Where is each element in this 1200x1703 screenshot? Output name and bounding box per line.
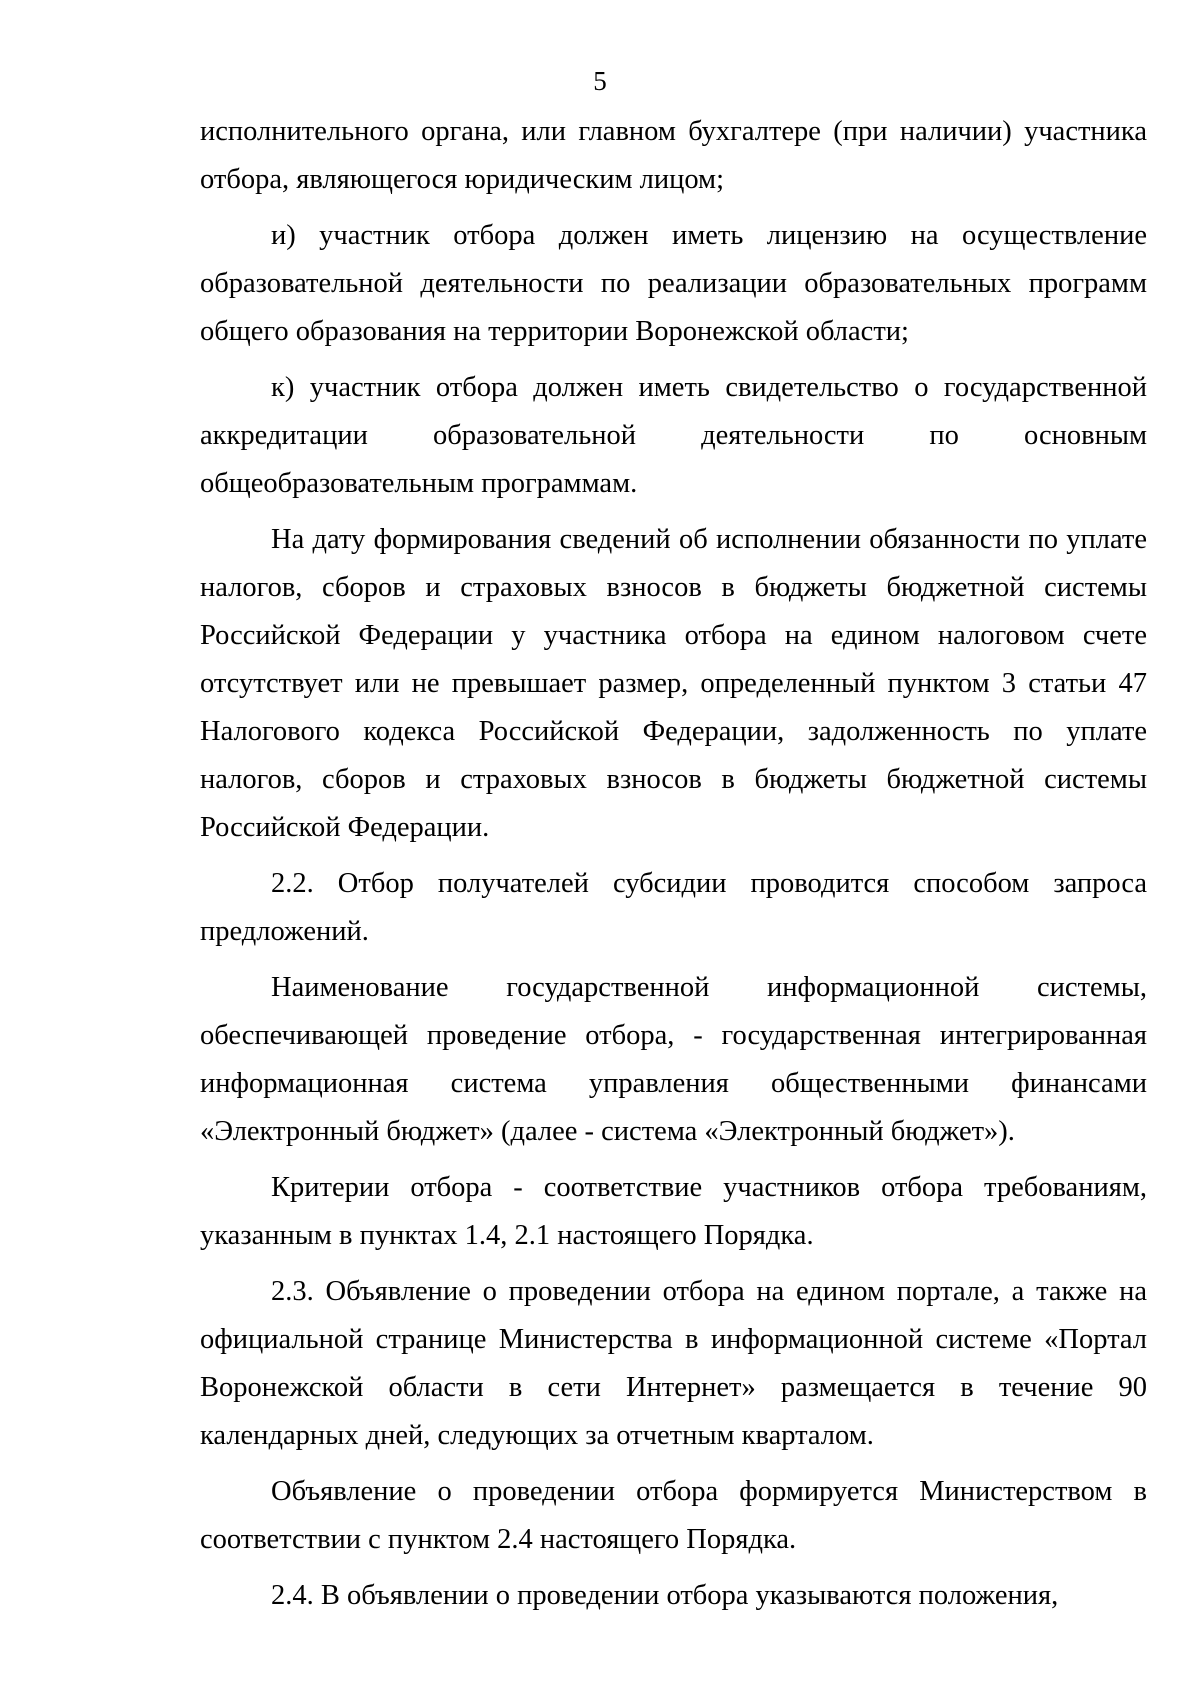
paragraph-section-2-4: 2.4. В объявлении о проведении отбора указываются положения,	[271, 1580, 1059, 1611]
page-number: 5	[593, 66, 607, 96]
paragraph-executive-body-continuation: исполнительного органа, или главном бухгалтере (при наличии) участника отбора, являющегося юридическим лицом;	[200, 116, 1147, 195]
paragraph-item-i-license: и) участник отбора должен иметь лицензию на осуществление образовательной деятельности по реализации образовательных программ общего образования на территории Воронежской области;	[200, 220, 1147, 347]
paragraph-announcement-formed: Объявление о проведении отбора формируется Министерством в соответствии с пунктом 2.4 настоящего Порядка.	[200, 1476, 1147, 1555]
paragraph-information-system: Наименование государственной информационной системы, обеспечивающей проведение отбора, - государственная интегрированная информационная система управления общественными финансами «Электронный бюджет» (далее - система «Электронный бюджет»).	[200, 972, 1147, 1147]
paragraph-section-2-3: 2.3. Объявление о проведении отбора на едином портале, а также на официальной странице Министерства в информационной системе «Портал Воронежской области в сети Интернет» размещается в течение 90 календарных дней, следующих за отчетным кварталом.	[200, 1276, 1147, 1451]
paragraph-selection-criteria: Критерии отбора - соответствие участников отбора требованиям, указанным в пунктах 1.4, 2.1 настоящего Порядка.	[200, 1172, 1147, 1251]
document-body	[200, 108, 1147, 1620]
paragraph-section-2-2: 2.2. Отбор получателей субсидии проводится способом запроса предложений.	[200, 868, 1147, 947]
paragraph-tax-debt: На дату формирования сведений об исполнении обязанности по уплате налогов, сборов и страховых взносов в бюджеты бюджетной системы Российской Федерации у участника отбора на едином налоговом счете отсутствует или не превышает размер, определенный пунктом 3 статьи 47 Налогового кодекса Российской Федерации, задолженность по уплате налогов, сборов и страховых взносов в бюджеты бюджетной системы Российской Федерации.	[200, 524, 1147, 843]
paragraph-item-k-accreditation: к) участник отбора должен иметь свидетельство о государственной аккредитации образовательной деятельности по основным общеобразовательным программам.	[200, 372, 1147, 499]
